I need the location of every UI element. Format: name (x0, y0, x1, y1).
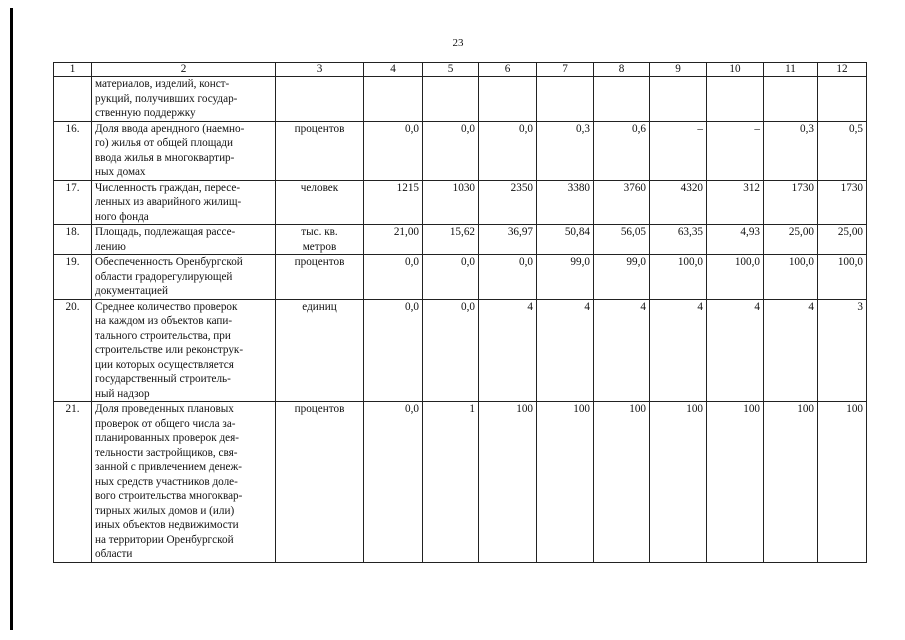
unit-line: процентов (294, 256, 345, 268)
indicator-name (92, 180, 276, 225)
indicator-name (92, 225, 276, 255)
value-cell: 21,00 (364, 225, 423, 255)
value-cell: 100,0 (707, 255, 764, 300)
indicator-name-line: на каждом из объектов капи- (95, 315, 233, 327)
value-cell: 0,3 (764, 121, 818, 180)
page-number: 23 (452, 37, 464, 49)
indicator-name-line: вого строительства многоквар- (95, 490, 243, 502)
table-row-20 (54, 299, 867, 402)
table-row-21 (54, 402, 867, 563)
value-cell: 4 (479, 299, 537, 402)
indicator-name-line: иных объектов недвижимости (95, 519, 239, 531)
indicator-name-line: ный надзор (95, 387, 150, 400)
value-cell: 100 (479, 402, 537, 563)
column-number: 3 (276, 63, 364, 77)
indicator-name-line: тального строительства, при (95, 329, 231, 342)
row-number: 20. (54, 299, 92, 402)
indicator-name-line: тельности застройщиков, свя- (95, 446, 238, 459)
indicator-name-line: Площадь, подлежащая рассе- (95, 226, 236, 238)
indicator-name-line: лению (95, 240, 126, 253)
row-number: 17. (54, 180, 92, 225)
indicator-name-line: Численность граждан, пересе- (95, 181, 241, 194)
row-number: 18. (54, 225, 92, 255)
value-cell: 0,6 (594, 121, 650, 180)
indicator-name-line: ввода жилья в многоквартир- (95, 151, 235, 164)
value-cell (594, 77, 650, 122)
indicator-name (92, 77, 276, 122)
value-cell: 1730 (818, 180, 867, 225)
value-cell: 1 (423, 402, 479, 563)
column-number: 5 (423, 63, 479, 77)
value-cell: – (707, 121, 764, 180)
value-cell: 312 (707, 180, 764, 225)
indicator-name-line: документацией (95, 285, 168, 297)
value-cell: 4 (594, 299, 650, 402)
unit-cell (276, 225, 364, 255)
value-cell: 1215 (364, 180, 423, 225)
unit-line: процентов (294, 122, 345, 135)
indicator-name (92, 255, 276, 300)
indicator-name-line: области (95, 548, 133, 560)
value-cell: 100,0 (818, 255, 867, 300)
column-number: 10 (707, 63, 764, 77)
value-cell: 100 (818, 402, 867, 563)
value-cell: 0,0 (479, 255, 537, 300)
value-cell: 63,35 (650, 225, 707, 255)
value-cell: 4 (537, 299, 594, 402)
table-row-18 (54, 225, 867, 255)
unit-line: тыс. кв. (301, 226, 338, 238)
table-row-19 (54, 255, 867, 300)
indicator-name-line: ных домах (95, 166, 146, 178)
indicator-name-line: занной с привлечением денеж- (95, 461, 242, 473)
value-cell: 100 (707, 402, 764, 563)
unit-cell (276, 402, 364, 563)
indicator-name-line: материалов, изделий, конст- (95, 78, 230, 90)
unit-line: человек (300, 181, 339, 194)
indicator-name (92, 299, 276, 402)
value-cell: 15,62 (423, 225, 479, 255)
binding-edge-line (10, 8, 13, 630)
column-number: 7 (537, 63, 594, 77)
value-cell: 1730 (764, 180, 818, 225)
value-cell: 4320 (650, 180, 707, 225)
indicator-name-line: ции которых осуществляется (95, 358, 234, 371)
indicator-name-line: Обеспеченность Оренбургской (95, 256, 243, 268)
value-cell (364, 77, 423, 122)
table-row-16 (54, 121, 867, 180)
indicator-name-line: ных средств участников доле- (95, 475, 238, 488)
unit-cell (276, 121, 364, 180)
column-number-row (54, 63, 867, 77)
value-cell (650, 77, 707, 122)
column-number: 11 (764, 63, 818, 77)
row-number: 21. (54, 402, 92, 563)
indicator-name-line: проверок от общего числа за- (95, 417, 236, 430)
indicator-name-line: области градорегулирующей (95, 270, 233, 283)
unit-line: процентов (294, 403, 345, 415)
value-cell (479, 77, 537, 122)
value-cell: 0,0 (423, 121, 479, 180)
value-cell: 0,0 (364, 402, 423, 563)
value-cell: 25,00 (764, 225, 818, 255)
value-cell: 99,0 (594, 255, 650, 300)
column-number: 4 (364, 63, 423, 77)
indicator-name-line: ного фонда (95, 210, 149, 223)
value-cell: 4 (764, 299, 818, 402)
table-row-continuation (54, 77, 867, 122)
column-number: 12 (818, 63, 867, 77)
indicator-name-line: Доля проведенных плановых (95, 403, 234, 415)
value-cell: 3380 (537, 180, 594, 225)
indicator-name-line: государственный строитель- (95, 373, 231, 385)
column-number: 1 (54, 63, 92, 77)
indicator-name-line: го) жилья от общей площади (95, 137, 233, 149)
value-cell: 100,0 (650, 255, 707, 300)
value-cell: 99,0 (537, 255, 594, 300)
indicators-table (53, 62, 867, 563)
unit-line: метров (302, 240, 337, 253)
value-cell: 100,0 (764, 255, 818, 300)
unit-cell (276, 180, 364, 225)
value-cell: – (650, 121, 707, 180)
row-number (54, 77, 92, 122)
value-cell: 50,84 (537, 225, 594, 255)
row-number: 16. (54, 121, 92, 180)
unit-cell (276, 299, 364, 402)
unit-cell (276, 77, 364, 122)
value-cell (764, 77, 818, 122)
row-number: 19. (54, 255, 92, 300)
value-cell (818, 77, 867, 122)
indicator-name-line: тирных жилых домов и (или) (95, 504, 235, 517)
value-cell: 0,0 (364, 299, 423, 402)
value-cell: 56,05 (594, 225, 650, 255)
value-cell: 4 (707, 299, 764, 402)
indicator-name-line: Доля ввода арендного (наемно- (95, 122, 245, 135)
value-cell: 0,0 (423, 299, 479, 402)
value-cell (537, 77, 594, 122)
value-cell: 0,5 (818, 121, 867, 180)
unit-line: единиц (302, 300, 337, 313)
indicator-name-line: строительстве или реконструк- (95, 344, 244, 356)
value-cell: 100 (537, 402, 594, 563)
indicator-name-line: рукций, получивших государ- (95, 92, 238, 105)
value-cell: 100 (764, 402, 818, 563)
value-cell: 25,00 (818, 225, 867, 255)
column-number: 2 (92, 63, 276, 77)
value-cell: 0,0 (364, 255, 423, 300)
indicator-name-line: Среднее количество проверок (95, 300, 238, 313)
column-number: 6 (479, 63, 537, 77)
value-cell: 3760 (594, 180, 650, 225)
value-cell: 0,0 (364, 121, 423, 180)
value-cell: 1030 (423, 180, 479, 225)
value-cell: 36,97 (479, 225, 537, 255)
value-cell: 100 (594, 402, 650, 563)
indicator-name (92, 402, 276, 563)
value-cell: 0,0 (423, 255, 479, 300)
table-row-17 (54, 180, 867, 225)
value-cell: 0,3 (537, 121, 594, 180)
value-cell (423, 77, 479, 122)
value-cell: 0,0 (479, 121, 537, 180)
value-cell: 3 (818, 299, 867, 402)
value-cell: 4,93 (707, 225, 764, 255)
indicator-name (92, 121, 276, 180)
value-cell: 4 (650, 299, 707, 402)
indicator-name-line: ственную поддержку (95, 107, 196, 119)
value-cell: 100 (650, 402, 707, 563)
indicator-name-line: планированных проверок дея- (95, 432, 239, 444)
value-cell (707, 77, 764, 122)
indicator-name-line: на территории Оренбургской (95, 533, 234, 546)
column-number: 8 (594, 63, 650, 77)
column-number: 9 (650, 63, 707, 77)
indicator-name-line: ленных из аварийного жилищ- (95, 196, 242, 208)
unit-cell (276, 255, 364, 300)
value-cell: 2350 (479, 180, 537, 225)
